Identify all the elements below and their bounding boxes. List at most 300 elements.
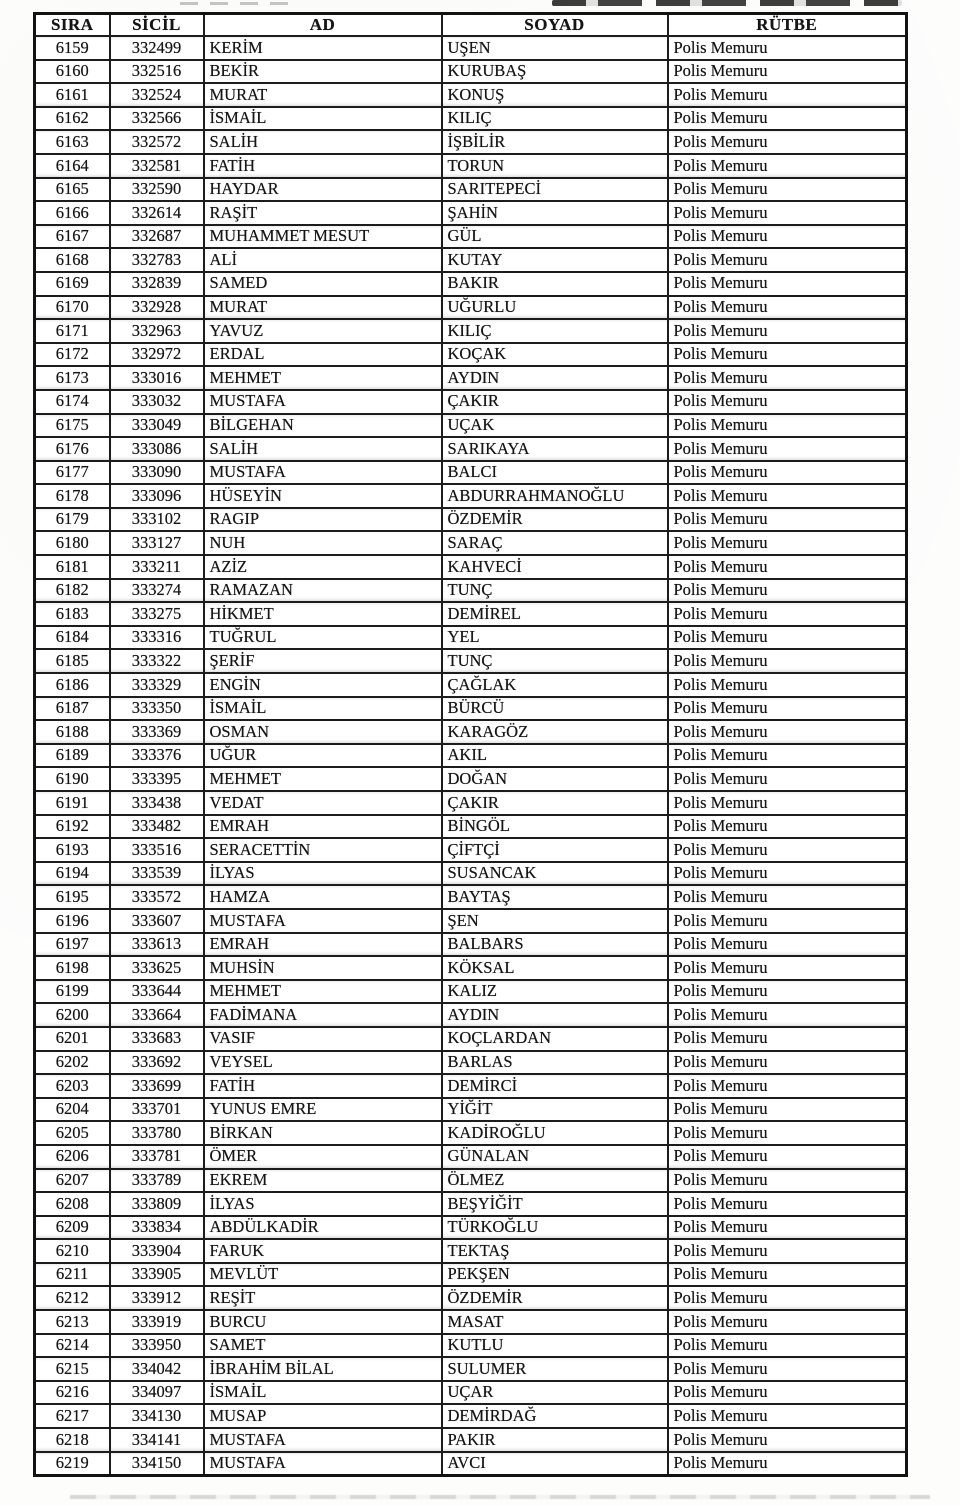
cell-ad: MURAT: [204, 83, 442, 107]
cell-sicil: 332839: [110, 272, 204, 296]
cell-soyad: AVCI: [442, 1452, 668, 1476]
cell-ad: FADİMANA: [204, 1003, 442, 1027]
cell-ad: MUSTAFA: [204, 909, 442, 933]
cell-soyad: ÇİFTÇİ: [442, 838, 668, 862]
cell-sicil: 333607: [110, 909, 204, 933]
cell-sicil: 333809: [110, 1192, 204, 1216]
cell-ad: ŞERİF: [204, 649, 442, 673]
cell-sira: 6182: [35, 579, 110, 603]
cell-rutbe: Polis Memuru: [668, 130, 907, 154]
cell-sira: 6161: [35, 83, 110, 107]
cell-sicil: 333834: [110, 1216, 204, 1240]
cell-sira: 6199: [35, 980, 110, 1004]
cell-soyad: KÖKSAL: [442, 956, 668, 980]
cell-ad: MEHMET: [204, 767, 442, 791]
cell-sicil: 333781: [110, 1145, 204, 1169]
cell-rutbe: Polis Memuru: [668, 1074, 907, 1098]
cell-sicil: 333701: [110, 1098, 204, 1122]
cell-ad: MUSTAFA: [204, 1428, 442, 1452]
table-row: [35, 1074, 907, 1098]
cell-soyad: SULUMER: [442, 1357, 668, 1381]
cell-soyad: PEKŞEN: [442, 1263, 668, 1287]
cell-sicil: 333395: [110, 767, 204, 791]
cell-ad: FARUK: [204, 1239, 442, 1263]
cell-sicil: 332516: [110, 60, 204, 84]
cell-ad: BURCU: [204, 1310, 442, 1334]
cell-sira: 6189: [35, 744, 110, 768]
table-row: [35, 933, 907, 957]
cell-sicil: 333950: [110, 1334, 204, 1358]
column-header-sira: SIRA: [35, 14, 110, 37]
cell-rutbe: Polis Memuru: [668, 1334, 907, 1358]
cell-ad: YUNUS EMRE: [204, 1098, 442, 1122]
cell-sicil: 333369: [110, 720, 204, 744]
cell-sira: 6217: [35, 1404, 110, 1428]
cell-rutbe: Polis Memuru: [668, 980, 907, 1004]
table-row: [35, 531, 907, 555]
cell-soyad: KILIÇ: [442, 107, 668, 131]
cell-sira: 6176: [35, 437, 110, 461]
cell-sira: 6172: [35, 343, 110, 367]
cell-sira: 6200: [35, 1003, 110, 1027]
personnel-table: [33, 12, 908, 1477]
cell-sira: 6205: [35, 1121, 110, 1145]
table-body: [35, 36, 907, 1475]
cell-rutbe: Polis Memuru: [668, 319, 907, 343]
cell-ad: REŞİT: [204, 1286, 442, 1310]
cell-soyad: UŞEN: [442, 36, 668, 60]
table-header-row: [35, 14, 907, 37]
cell-ad: SAMED: [204, 272, 442, 296]
cell-soyad: AKIL: [442, 744, 668, 768]
cell-soyad: ŞAHİN: [442, 201, 668, 225]
cell-rutbe: Polis Memuru: [668, 296, 907, 320]
cell-sicil: 332928: [110, 296, 204, 320]
cell-rutbe: Polis Memuru: [668, 272, 907, 296]
cell-sicil: 332581: [110, 154, 204, 178]
cell-sicil: 333780: [110, 1121, 204, 1145]
cell-sicil: 333572: [110, 885, 204, 909]
cell-ad: TUĞRUL: [204, 626, 442, 650]
personnel-table-container: [33, 12, 905, 1477]
cell-sira: 6209: [35, 1216, 110, 1240]
cell-soyad: TORUN: [442, 154, 668, 178]
table-row: [35, 154, 907, 178]
cell-ad: ENGİN: [204, 673, 442, 697]
cell-ad: ÖMER: [204, 1145, 442, 1169]
cell-sira: 6215: [35, 1357, 110, 1381]
cell-ad: EKREM: [204, 1169, 442, 1193]
cell-sicil: 333683: [110, 1027, 204, 1051]
table-row: [35, 414, 907, 438]
cell-sira: 6219: [35, 1452, 110, 1476]
cell-rutbe: Polis Memuru: [668, 673, 907, 697]
cell-soyad: UÇAK: [442, 414, 668, 438]
cell-rutbe: Polis Memuru: [668, 437, 907, 461]
cell-rutbe: Polis Memuru: [668, 1310, 907, 1334]
table-row: [35, 885, 907, 909]
cell-sicil: 333102: [110, 508, 204, 532]
cell-soyad: KUTLU: [442, 1334, 668, 1358]
cell-rutbe: Polis Memuru: [668, 1169, 907, 1193]
table-row: [35, 1051, 907, 1075]
cell-ad: İSMAİL: [204, 107, 442, 131]
cell-sira: 6175: [35, 414, 110, 438]
cell-sicil: 334141: [110, 1428, 204, 1452]
cell-rutbe: Polis Memuru: [668, 815, 907, 839]
table-row: [35, 461, 907, 485]
cell-sicil: 333211: [110, 555, 204, 579]
cell-rutbe: Polis Memuru: [668, 248, 907, 272]
table-row: [35, 36, 907, 60]
table-row: [35, 838, 907, 862]
cell-ad: HAYDAR: [204, 178, 442, 202]
cell-rutbe: Polis Memuru: [668, 1428, 907, 1452]
cell-rutbe: Polis Memuru: [668, 107, 907, 131]
cell-sicil: 332590: [110, 178, 204, 202]
cell-rutbe: Polis Memuru: [668, 909, 907, 933]
cell-soyad: BAKIR: [442, 272, 668, 296]
cell-sicil: 333086: [110, 437, 204, 461]
cell-sicil: 333905: [110, 1263, 204, 1287]
cell-soyad: PAKIR: [442, 1428, 668, 1452]
cell-ad: İLYAS: [204, 1192, 442, 1216]
table-row: [35, 1452, 907, 1476]
cell-rutbe: Polis Memuru: [668, 1452, 907, 1476]
scan-artifact-top: [552, 0, 902, 6]
cell-rutbe: Polis Memuru: [668, 1381, 907, 1405]
cell-sira: 6211: [35, 1263, 110, 1287]
cell-ad: SERACETTİN: [204, 838, 442, 862]
scan-artifact-top-left: [180, 2, 300, 5]
cell-sicil: 333350: [110, 697, 204, 721]
cell-sicil: 333127: [110, 531, 204, 555]
cell-sicil: 333329: [110, 673, 204, 697]
table-row: [35, 1239, 907, 1263]
cell-sira: 6196: [35, 909, 110, 933]
cell-sicil: 332572: [110, 130, 204, 154]
cell-soyad: TÜRKOĞLU: [442, 1216, 668, 1240]
table-row: [35, 555, 907, 579]
cell-ad: AZİZ: [204, 555, 442, 579]
cell-sicil: 333016: [110, 366, 204, 390]
cell-ad: MUSAP: [204, 1404, 442, 1428]
table-row: [35, 791, 907, 815]
cell-ad: MUSTAFA: [204, 461, 442, 485]
cell-sira: 6171: [35, 319, 110, 343]
cell-sira: 6186: [35, 673, 110, 697]
cell-rutbe: Polis Memuru: [668, 83, 907, 107]
table-row: [35, 60, 907, 84]
cell-rutbe: Polis Memuru: [668, 531, 907, 555]
table-row: [35, 1027, 907, 1051]
cell-sicil: 332963: [110, 319, 204, 343]
cell-ad: VEDAT: [204, 791, 442, 815]
cell-sira: 6195: [35, 885, 110, 909]
cell-sicil: 332783: [110, 248, 204, 272]
cell-sira: 6212: [35, 1286, 110, 1310]
table-row: [35, 673, 907, 697]
cell-sira: 6164: [35, 154, 110, 178]
cell-sira: 6207: [35, 1169, 110, 1193]
table-row: [35, 201, 907, 225]
cell-soyad: DEMİRCİ: [442, 1074, 668, 1098]
cell-sira: 6206: [35, 1145, 110, 1169]
cell-sicil: 333644: [110, 980, 204, 1004]
cell-soyad: TUNÇ: [442, 579, 668, 603]
cell-sicil: 333438: [110, 791, 204, 815]
cell-sicil: 333912: [110, 1286, 204, 1310]
cell-sira: 6198: [35, 956, 110, 980]
table-row: [35, 484, 907, 508]
cell-ad: UĞUR: [204, 744, 442, 768]
cell-sira: 6204: [35, 1098, 110, 1122]
cell-sira: 6208: [35, 1192, 110, 1216]
cell-sira: 6165: [35, 178, 110, 202]
cell-sicil: 333664: [110, 1003, 204, 1027]
cell-ad: ERDAL: [204, 343, 442, 367]
cell-sira: 6194: [35, 862, 110, 886]
cell-ad: İLYAS: [204, 862, 442, 886]
cell-ad: BİRKAN: [204, 1121, 442, 1145]
table-row: [35, 248, 907, 272]
cell-soyad: DEMİRDAĞ: [442, 1404, 668, 1428]
cell-rutbe: Polis Memuru: [668, 508, 907, 532]
cell-soyad: ÖLMEZ: [442, 1169, 668, 1193]
cell-sira: 6214: [35, 1334, 110, 1358]
cell-rutbe: Polis Memuru: [668, 60, 907, 84]
cell-ad: HİKMET: [204, 602, 442, 626]
cell-soyad: BİNGÖL: [442, 815, 668, 839]
cell-sira: 6193: [35, 838, 110, 862]
cell-ad: RAMAZAN: [204, 579, 442, 603]
cell-rutbe: Polis Memuru: [668, 36, 907, 60]
cell-sicil: 333613: [110, 933, 204, 957]
cell-sira: 6174: [35, 390, 110, 414]
cell-sicil: 333322: [110, 649, 204, 673]
cell-sira: 6159: [35, 36, 110, 60]
cell-sicil: 333699: [110, 1074, 204, 1098]
cell-sicil: 333274: [110, 579, 204, 603]
cell-rutbe: Polis Memuru: [668, 1121, 907, 1145]
cell-ad: KERİM: [204, 36, 442, 60]
cell-rutbe: Polis Memuru: [668, 178, 907, 202]
cell-rutbe: Polis Memuru: [668, 201, 907, 225]
cell-rutbe: Polis Memuru: [668, 956, 907, 980]
cell-sira: 6216: [35, 1381, 110, 1405]
cell-sira: 6163: [35, 130, 110, 154]
column-header-sicil: SİCİL: [110, 14, 204, 37]
cell-rutbe: Polis Memuru: [668, 602, 907, 626]
cell-ad: SALİH: [204, 130, 442, 154]
cell-rutbe: Polis Memuru: [668, 366, 907, 390]
cell-rutbe: Polis Memuru: [668, 1098, 907, 1122]
table-row: [35, 272, 907, 296]
table-row: [35, 815, 907, 839]
column-header-ad: AD: [204, 14, 442, 37]
cell-sira: 6168: [35, 248, 110, 272]
cell-sira: 6190: [35, 767, 110, 791]
table-row: [35, 956, 907, 980]
cell-ad: VASIF: [204, 1027, 442, 1051]
cell-sicil: 333904: [110, 1239, 204, 1263]
cell-soyad: KUTAY: [442, 248, 668, 272]
table-row: [35, 437, 907, 461]
cell-rutbe: Polis Memuru: [668, 414, 907, 438]
table-row: [35, 909, 907, 933]
cell-sira: 6166: [35, 201, 110, 225]
cell-ad: FATİH: [204, 1074, 442, 1098]
cell-ad: EMRAH: [204, 815, 442, 839]
cell-soyad: SARIKAYA: [442, 437, 668, 461]
cell-ad: İSMAİL: [204, 697, 442, 721]
column-header-soyad: SOYAD: [442, 14, 668, 37]
cell-sira: 6197: [35, 933, 110, 957]
cell-rutbe: Polis Memuru: [668, 720, 907, 744]
cell-ad: İSMAİL: [204, 1381, 442, 1405]
cell-ad: MURAT: [204, 296, 442, 320]
cell-sira: 6181: [35, 555, 110, 579]
cell-rutbe: Polis Memuru: [668, 343, 907, 367]
cell-rutbe: Polis Memuru: [668, 791, 907, 815]
table-row: [35, 390, 907, 414]
cell-rutbe: Polis Memuru: [668, 767, 907, 791]
cell-ad: SAMET: [204, 1334, 442, 1358]
cell-sicil: 332524: [110, 83, 204, 107]
cell-sicil: 333049: [110, 414, 204, 438]
cell-soyad: UĞURLU: [442, 296, 668, 320]
cell-ad: RAGIP: [204, 508, 442, 532]
table-row: [35, 744, 907, 768]
table-row: [35, 178, 907, 202]
cell-rutbe: Polis Memuru: [668, 1263, 907, 1287]
cell-ad: SALİH: [204, 437, 442, 461]
cell-ad: OSMAN: [204, 720, 442, 744]
table-row: [35, 980, 907, 1004]
cell-rutbe: Polis Memuru: [668, 1145, 907, 1169]
cell-sira: 6180: [35, 531, 110, 555]
cell-soyad: SUSANCAK: [442, 862, 668, 886]
cell-soyad: ÖZDEMİR: [442, 508, 668, 532]
cell-sicil: 333090: [110, 461, 204, 485]
cell-sira: 6169: [35, 272, 110, 296]
cell-rutbe: Polis Memuru: [668, 697, 907, 721]
cell-sira: 6191: [35, 791, 110, 815]
cell-rutbe: Polis Memuru: [668, 1051, 907, 1075]
cell-ad: FATİH: [204, 154, 442, 178]
cell-soyad: İŞBİLİR: [442, 130, 668, 154]
cell-sicil: 332687: [110, 225, 204, 249]
cell-soyad: ÇAĞLAK: [442, 673, 668, 697]
cell-sira: 6201: [35, 1027, 110, 1051]
cell-sira: 6170: [35, 296, 110, 320]
cell-sicil: 333096: [110, 484, 204, 508]
cell-ad: İBRAHİM BİLAL: [204, 1357, 442, 1381]
cell-ad: HÜSEYİN: [204, 484, 442, 508]
cell-soyad: KALIZ: [442, 980, 668, 1004]
cell-rutbe: Polis Memuru: [668, 1404, 907, 1428]
table-row: [35, 1286, 907, 1310]
cell-soyad: GÜNALAN: [442, 1145, 668, 1169]
table-row: [35, 343, 907, 367]
cell-sicil: 332972: [110, 343, 204, 367]
cell-soyad: ÇAKIR: [442, 390, 668, 414]
table-row: [35, 296, 907, 320]
table-row: [35, 767, 907, 791]
cell-sicil: 333919: [110, 1310, 204, 1334]
cell-soyad: AYDIN: [442, 366, 668, 390]
table-row: [35, 1098, 907, 1122]
cell-soyad: DOĞAN: [442, 767, 668, 791]
table-row: [35, 508, 907, 532]
table-row: [35, 862, 907, 886]
cell-soyad: KOÇLARDAN: [442, 1027, 668, 1051]
scan-artifact-bottom: [70, 1495, 930, 1499]
cell-soyad: BARLAS: [442, 1051, 668, 1075]
cell-rutbe: Polis Memuru: [668, 1003, 907, 1027]
cell-sicil: 332614: [110, 201, 204, 225]
cell-rutbe: Polis Memuru: [668, 555, 907, 579]
cell-ad: BİLGEHAN: [204, 414, 442, 438]
cell-ad: MUHAMMET MESUT: [204, 225, 442, 249]
cell-soyad: KAHVECİ: [442, 555, 668, 579]
cell-ad: YAVUZ: [204, 319, 442, 343]
table-row: [35, 1145, 907, 1169]
table-row: [35, 1192, 907, 1216]
cell-rutbe: Polis Memuru: [668, 154, 907, 178]
table-row: [35, 1169, 907, 1193]
table-row: [35, 697, 907, 721]
cell-soyad: UÇAR: [442, 1381, 668, 1405]
cell-rutbe: Polis Memuru: [668, 862, 907, 886]
cell-sira: 6178: [35, 484, 110, 508]
column-header-rutbe: RÜTBE: [668, 14, 907, 37]
cell-rutbe: Polis Memuru: [668, 838, 907, 862]
cell-sira: 6162: [35, 107, 110, 131]
cell-rutbe: Polis Memuru: [668, 1239, 907, 1263]
cell-sira: 6188: [35, 720, 110, 744]
table-row: [35, 366, 907, 390]
table-row: [35, 1381, 907, 1405]
cell-ad: MUSTAFA: [204, 1452, 442, 1476]
cell-soyad: ŞEN: [442, 909, 668, 933]
table-row: [35, 649, 907, 673]
cell-sira: 6179: [35, 508, 110, 532]
cell-rutbe: Polis Memuru: [668, 390, 907, 414]
cell-sira: 6202: [35, 1051, 110, 1075]
cell-sicil: 334150: [110, 1452, 204, 1476]
cell-ad: ALİ: [204, 248, 442, 272]
cell-soyad: SARAÇ: [442, 531, 668, 555]
table-row: [35, 626, 907, 650]
cell-sicil: 332499: [110, 36, 204, 60]
cell-sira: 6183: [35, 602, 110, 626]
cell-soyad: TEKTAŞ: [442, 1239, 668, 1263]
cell-rutbe: Polis Memuru: [668, 1357, 907, 1381]
table-row: [35, 83, 907, 107]
cell-soyad: BÜRCÜ: [442, 697, 668, 721]
table-row: [35, 1263, 907, 1287]
cell-soyad: KURUBAŞ: [442, 60, 668, 84]
cell-rutbe: Polis Memuru: [668, 1286, 907, 1310]
cell-soyad: GÜL: [442, 225, 668, 249]
cell-soyad: YİĞİT: [442, 1098, 668, 1122]
cell-sicil: 334130: [110, 1404, 204, 1428]
cell-soyad: BALBARS: [442, 933, 668, 957]
table-row: [35, 130, 907, 154]
cell-sicil: 333376: [110, 744, 204, 768]
cell-rutbe: Polis Memuru: [668, 744, 907, 768]
